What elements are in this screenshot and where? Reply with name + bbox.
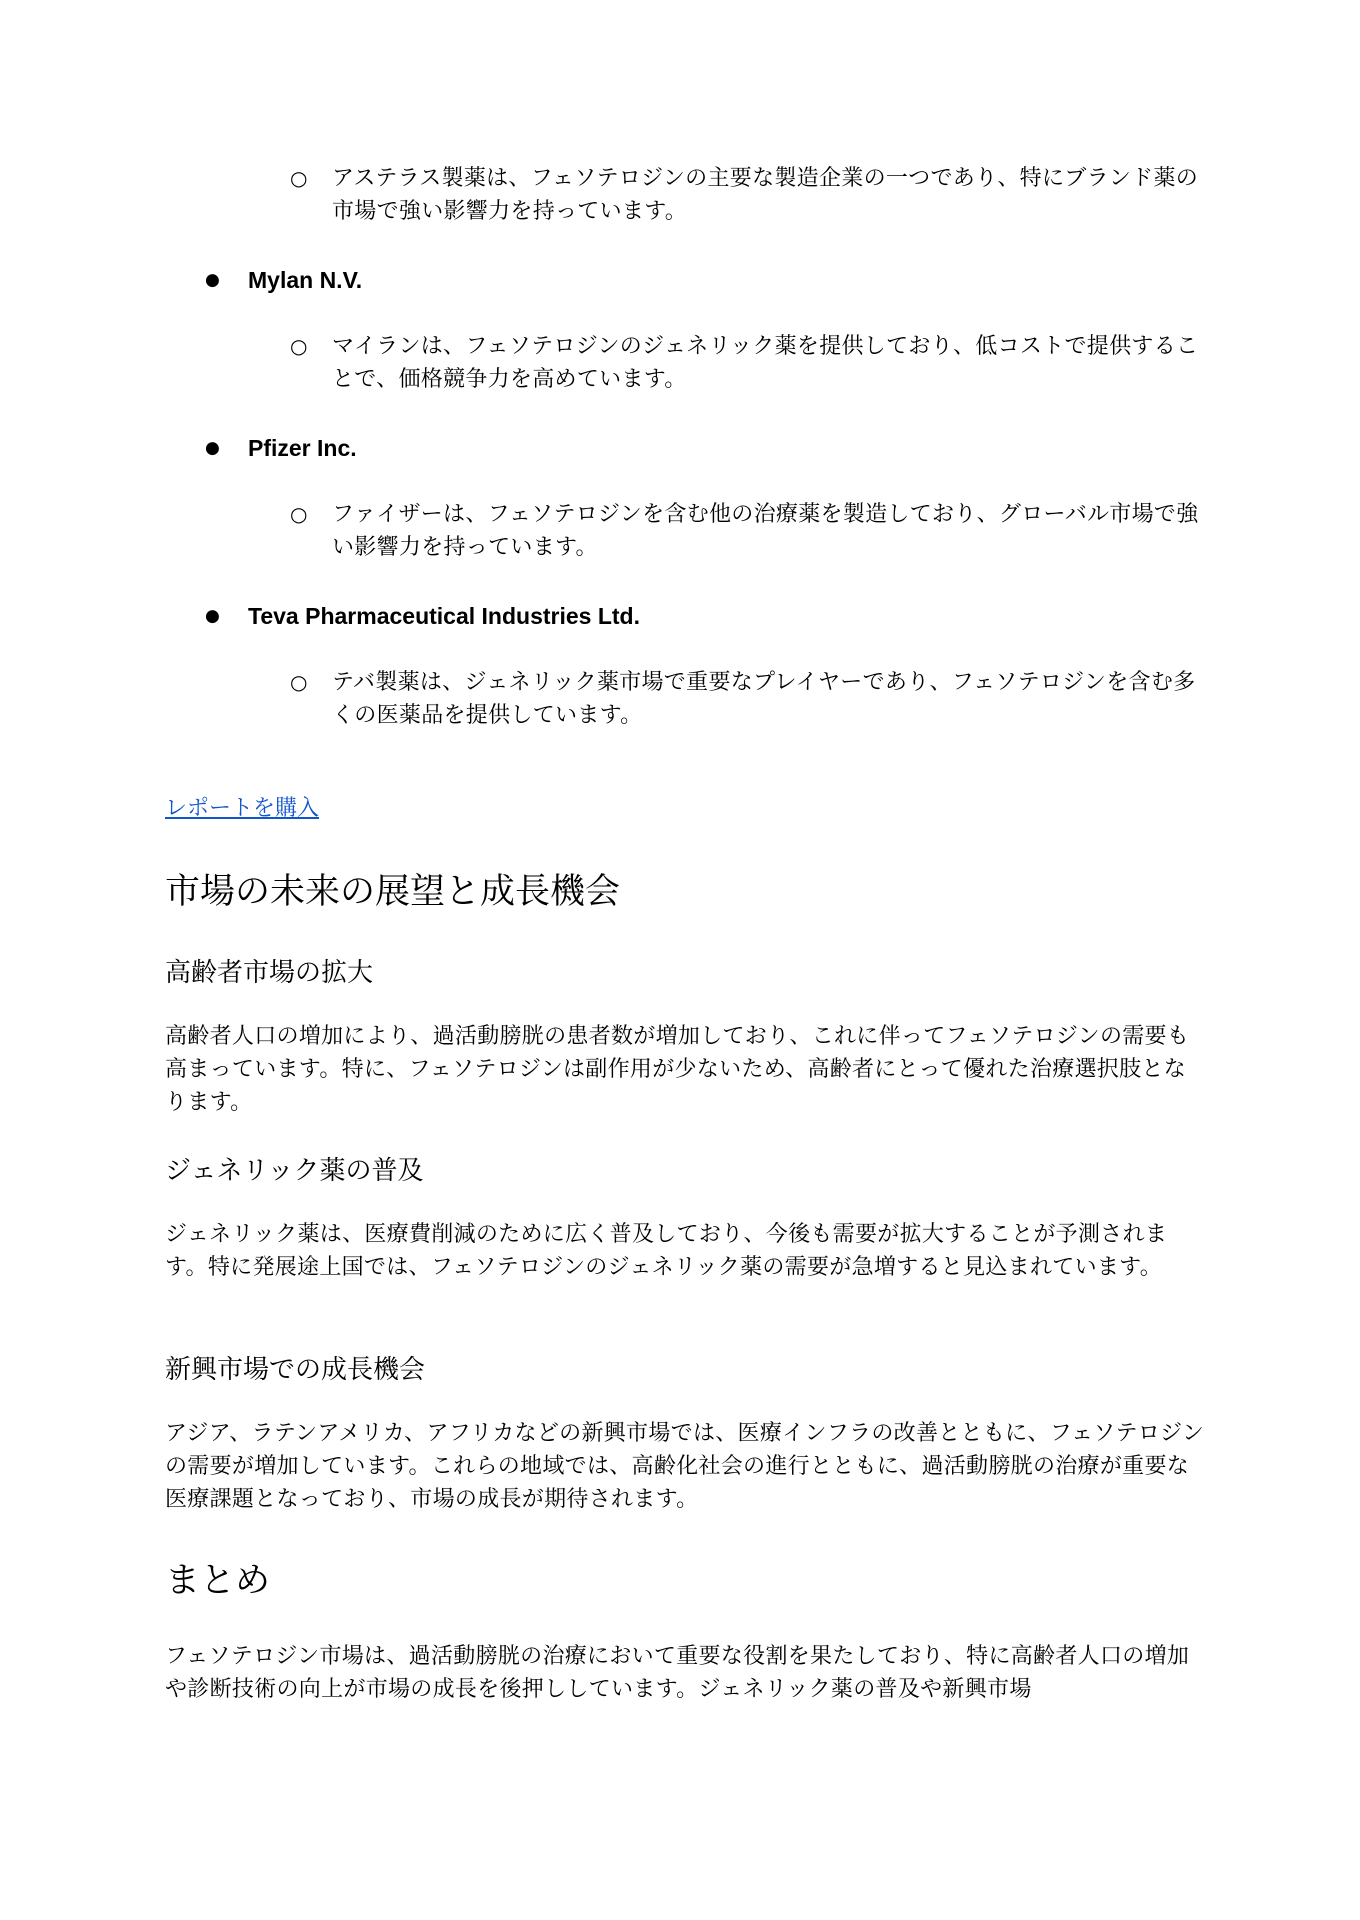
future-outlook-heading: 市場の未来の展望と成長機会 xyxy=(165,872,621,912)
summary-heading: まとめ xyxy=(165,1561,271,1601)
section-heading-generic-drugs: ジェネリック薬の普及 xyxy=(165,1156,424,1186)
company-item-teva xyxy=(205,600,1105,633)
hollow-bullet-icon: ○ xyxy=(290,502,308,526)
filled-bullet-icon: ● xyxy=(205,606,220,626)
section-body-emerging-markets: アジア、ラテンアメリカ、アフリカなどの新興市場では、医療インフラの改善とともに、フェソテロジンの需要が増加しています。これらの地域では、高齢化社会の進行とともに、過活動膀胱の治療が重要な医療課題となっており、市場の成長が期待されます。 xyxy=(165,1421,1205,1512)
filled-bullet-icon: ● xyxy=(205,270,220,290)
hollow-bullet-icon: ○ xyxy=(290,166,308,190)
section-heading-emerging-markets: 新興市場での成長機会 xyxy=(165,1355,426,1385)
company-name: Pfizer Inc. xyxy=(248,435,357,461)
buy-report-link[interactable]: レポートを購入 xyxy=(165,796,320,821)
section-heading-elderly-market: 高齢者市場の拡大 xyxy=(165,958,374,988)
company-description-text: テバ製薬は、ジェネリック薬市場で重要なプレイヤーであり、フェソテロジンを含む多くの医薬品を提供しています。 xyxy=(332,670,1196,728)
hollow-bullet-icon: ○ xyxy=(290,334,308,358)
company-name: Mylan N.V. xyxy=(248,267,363,293)
company-item-mylan xyxy=(205,264,1105,297)
company-description-text: アステラス製薬は、フェソテロジンの主要な製造企業の一つであり、特にブランド薬の市場で強い影響力を持っています。 xyxy=(332,166,1199,224)
company-item-pfizer xyxy=(205,432,1105,465)
section-body-generic-drugs: ジェネリック薬は、医療費削減のために広く普及しており、今後も需要が拡大することが予測されます。特に発展途上国では、フェソテロジンのジェネリック薬の需要が急増すると見込まれています。 xyxy=(165,1222,1168,1280)
section-body-elderly-market: 高齢者人口の増加により、過活動膀胱の患者数が増加しており、これに伴ってフェソテロジンの需要も高まっています。特に、フェソテロジンは副作用が少ないため、高齢者にとって優れた治療選択肢となります。 xyxy=(165,1024,1190,1115)
summary-body: フェソテロジン市場は、過活動膀胱の治療において重要な役割を果たしており、特に高齢者人口の増加や診断技術の向上が市場の成長を後押ししています。ジェネリック薬の普及や新興市場 xyxy=(165,1644,1190,1702)
company-description-text: マイランは、フェソテロジンのジェネリック薬を提供しており、低コストで提供することで、価格競争力を高めています。 xyxy=(332,334,1199,392)
hollow-bullet-icon: ○ xyxy=(290,670,308,694)
filled-bullet-icon: ● xyxy=(205,438,220,458)
company-name: Teva Pharmaceutical Industries Ltd. xyxy=(248,603,640,629)
company-description-text: ファイザーは、フェソテロジンを含む他の治療薬を製造しており、グローバル市場で強い影響力を持っています。 xyxy=(332,502,1199,560)
